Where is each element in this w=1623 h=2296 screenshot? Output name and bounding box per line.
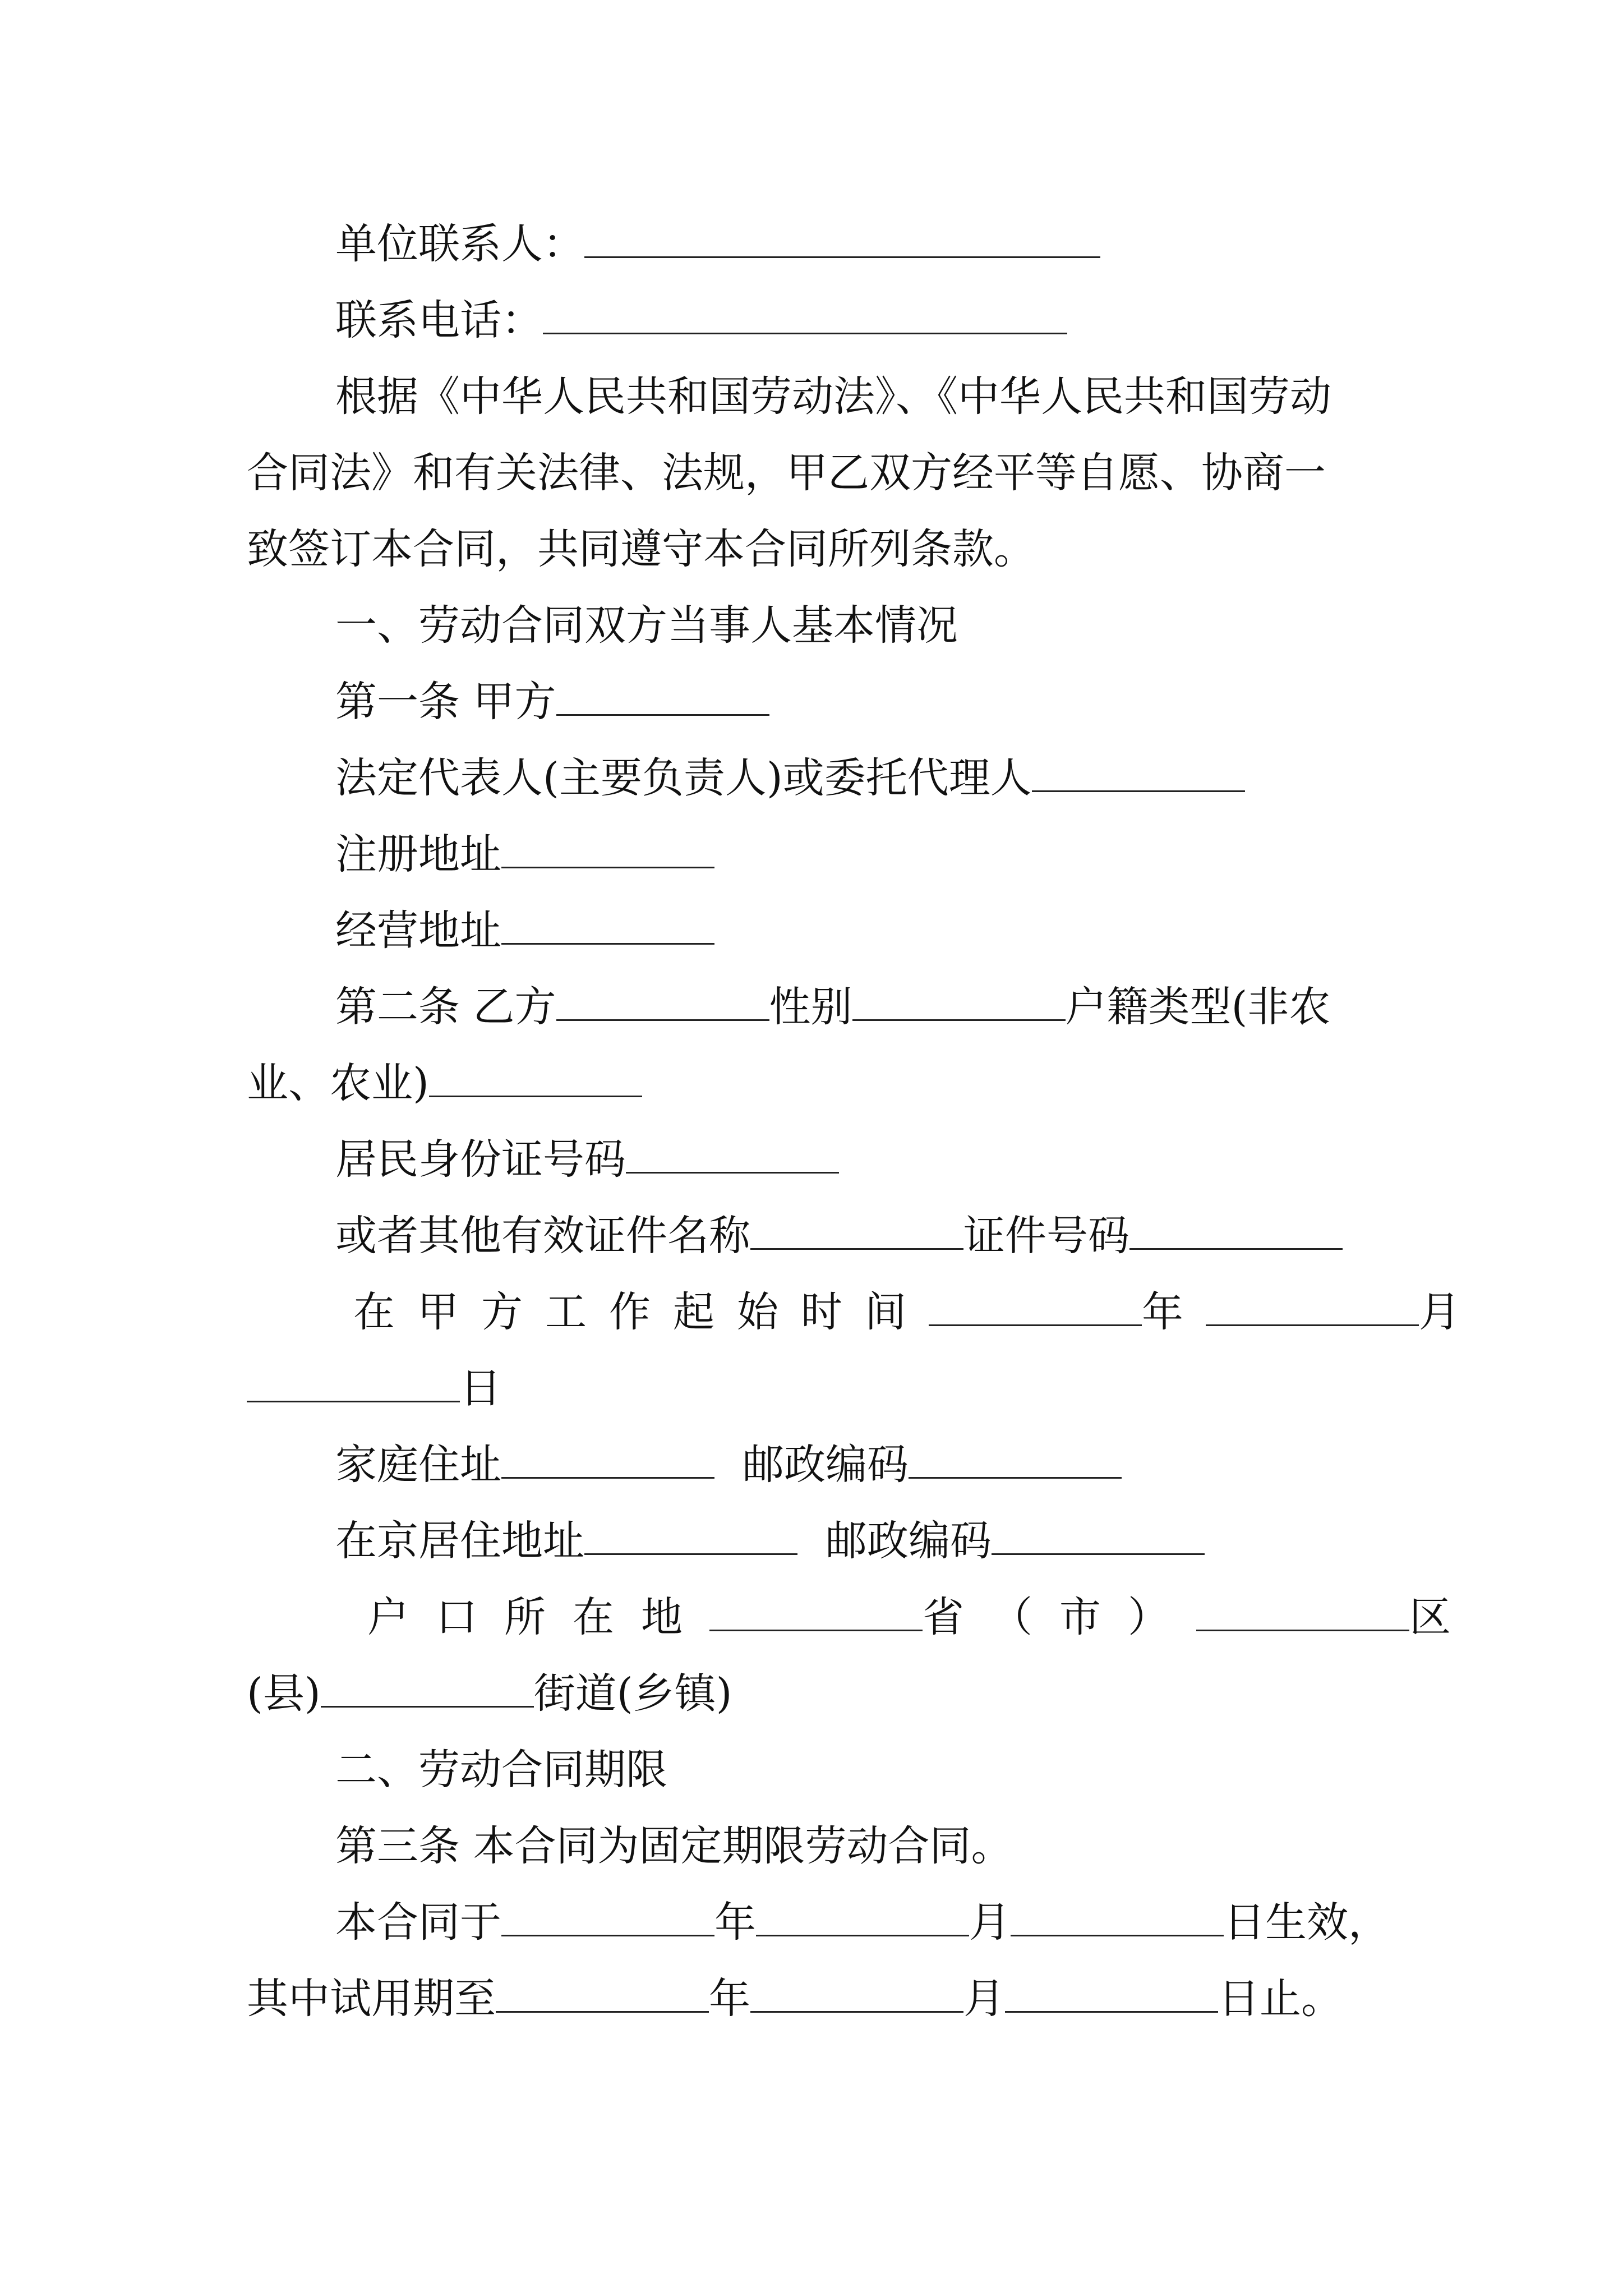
start-time-label: 在甲方工作起始时间 (353, 1288, 929, 1336)
cert-number-blank[interactable] (1129, 1216, 1343, 1250)
home-address-line (0, 1437, 1623, 1493)
party-a-blank[interactable] (556, 682, 769, 716)
effective-prefix: 本合同于 (335, 1898, 501, 1947)
gender-label: 性别 (769, 983, 852, 1031)
beijing-address-line (0, 1513, 1623, 1569)
beijing-postcode-blank[interactable] (992, 1521, 1205, 1555)
probation-day-blank[interactable] (1005, 1978, 1218, 2013)
hukou-district-blank[interactable] (1196, 1597, 1409, 1631)
article1-label: 第一条 甲方 (335, 678, 556, 726)
hukou-type-blank[interactable] (429, 1063, 642, 1097)
cert-number-label: 证件号码 (963, 1212, 1129, 1260)
probation-prefix: 其中试用期至 (247, 1975, 496, 2023)
reg-address-label: 注册地址 (335, 830, 501, 878)
contact-person-blank[interactable] (584, 224, 1100, 258)
start-month-blank[interactable] (1206, 1292, 1419, 1326)
preamble-line-2: 合同法》和有关法律、法规，甲乙双方经平等自愿、协商一 (247, 449, 1326, 497)
hukou-location-label: 户口所在地 (367, 1593, 709, 1641)
probation-date-line (0, 1971, 1623, 2027)
section2-heading: 二、劳动合同期限 (335, 1746, 667, 1794)
district-label: 区 (1409, 1593, 1478, 1641)
probation-year-blank[interactable] (496, 1978, 709, 2013)
contact-person-label: 单位联系人： (335, 220, 584, 268)
contact-phone-label: 联系电话： (335, 296, 543, 344)
effective-month-label: 月 (969, 1898, 1011, 1947)
other-cert-line (0, 1208, 1623, 1264)
preamble-line-3: 致签订本合同，共同遵守本合同所列条款。 (247, 525, 1035, 573)
legal-rep-label: 法定代表人(主要负责人)或委托代理人 (335, 754, 1032, 802)
reg-address-line (0, 826, 1623, 882)
contact-person-line (0, 216, 1623, 272)
article2-line (0, 979, 1623, 1035)
probation-month-blank[interactable] (750, 1978, 963, 2013)
other-cert-blank[interactable] (750, 1216, 963, 1250)
province-label: 省（市） (923, 1593, 1196, 1641)
hukou-street-blank[interactable] (321, 1673, 534, 1708)
start-month-label: 月 (1419, 1288, 1483, 1336)
section1-heading: 一、劳动合同双方当事人基本情况 (335, 601, 958, 650)
id-number-blank[interactable] (626, 1139, 839, 1174)
article3-line: 第三条 本合同为固定期限劳动合同。 (335, 1822, 1013, 1870)
home-postcode-label: 邮政编码 (743, 1441, 909, 1489)
hukou-type-label: 户籍类型(非农 (1065, 983, 1331, 1031)
gender-blank[interactable] (852, 987, 1066, 1021)
id-number-line (0, 1131, 1623, 1188)
beijing-postcode-label: 邮政编码 (826, 1517, 992, 1565)
legal-rep-blank[interactable] (1032, 758, 1245, 792)
start-year-blank[interactable] (929, 1292, 1142, 1326)
article2-label: 第二条 乙方 (335, 983, 556, 1031)
county-label: (县) (247, 1669, 321, 1718)
beijing-address-label: 在京居住地址 (335, 1517, 584, 1565)
probation-month-label: 月 (963, 1975, 1005, 2023)
hukou-type-cont: 业、农业) (247, 1059, 429, 1107)
id-number-label: 居民身份证号码 (335, 1135, 626, 1184)
home-address-label: 家庭住址 (335, 1441, 501, 1489)
biz-address-blank[interactable] (501, 910, 714, 945)
probation-year-label: 年 (709, 1975, 750, 2023)
start-time-line (0, 1284, 1623, 1340)
effective-date-line (0, 1894, 1623, 1950)
article1-line (0, 674, 1623, 730)
effective-year-label: 年 (714, 1898, 756, 1947)
start-year-label: 年 (1142, 1288, 1206, 1336)
effective-month-blank[interactable] (756, 1902, 969, 1936)
start-day-line (0, 1360, 1623, 1416)
home-postcode-blank[interactable] (909, 1444, 1122, 1479)
legal-rep-line (0, 750, 1623, 806)
preamble-line-1: 根据《中华人民共和国劳动法》、《中华人民共和国劳动 (335, 372, 1331, 421)
probation-suffix: 日止。 (1218, 1975, 1343, 2023)
start-day-blank[interactable] (247, 1368, 460, 1402)
effective-day-blank[interactable] (1011, 1902, 1224, 1936)
effective-year-blank[interactable] (501, 1902, 714, 1936)
home-address-blank[interactable] (501, 1444, 714, 1479)
start-day-label: 日 (460, 1364, 501, 1412)
hukou-location-line (0, 1589, 1623, 1645)
street-label: 街道(乡镇) (533, 1669, 732, 1718)
reg-address-blank[interactable] (501, 834, 714, 868)
effective-suffix: 日生效， (1224, 1898, 1390, 1947)
contact-phone-line (0, 292, 1623, 348)
hukou-street-line (0, 1665, 1623, 1722)
hukou-type-cont-line (0, 1055, 1623, 1111)
hukou-province-blank[interactable] (709, 1597, 923, 1631)
beijing-address-blank[interactable] (584, 1521, 797, 1555)
party-b-blank[interactable] (556, 987, 769, 1021)
contact-phone-blank[interactable] (543, 300, 1067, 334)
biz-address-line (0, 903, 1623, 959)
other-cert-label: 或者其他有效证件名称 (335, 1212, 750, 1260)
biz-address-label: 经营地址 (335, 907, 501, 955)
